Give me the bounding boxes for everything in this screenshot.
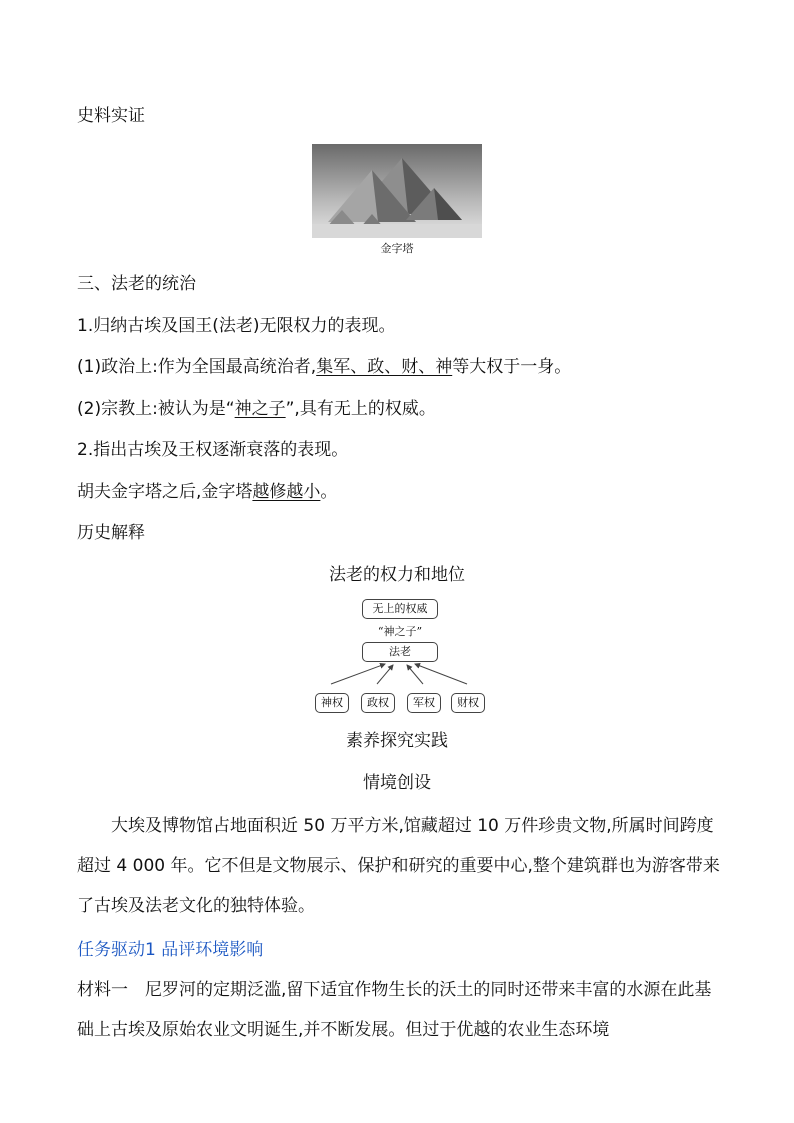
- answer-1-politics: [77, 355, 571, 379]
- figure-caption: 金字塔: [380, 242, 414, 255]
- pyramid-photo: [312, 144, 482, 238]
- power-diagram: [305, 596, 495, 718]
- diagram-connector-label: “神之子”: [377, 625, 423, 638]
- answer-1-religion: [77, 397, 436, 421]
- answer-text: ”,具有无上的权威。: [285, 399, 436, 419]
- section-title-practice: 素养探究实践: [346, 731, 448, 751]
- answer-text: 等大权于一身。: [452, 357, 572, 377]
- material-paragraph: 材料一 尼罗河的定期泛滥,留下适宜作物生长的沃土的同时还带来丰富的水源在此基础上古埃及原始农业文明诞生,并不断发展。但过于优越的农业生态环境: [77, 980, 712, 1040]
- diagram-top-box: 无上的权威: [362, 599, 438, 619]
- context-paragraph: 大埃及博物馆占地面积近 50 万平方米,馆藏超过 10 万件珍贵文物,所属时间跨度超过 4 000 年。它不但是文物展示、保护和研究的重要中心,整个建筑群也为游客带来了古埃及法老文化的独特体验。: [77, 816, 720, 916]
- answer-2: [77, 480, 337, 504]
- section-title-pharaoh-rule: 三、法老的统治: [77, 274, 196, 294]
- diagram-title: 法老的权力和地位: [329, 565, 465, 585]
- answer-blank: 神之子: [234, 399, 286, 419]
- answer-text: 胡夫金字塔之后,金字塔: [77, 482, 253, 502]
- answer-text: (1)政治上:作为全国最高统治者,: [77, 357, 317, 377]
- answer-text: 。: [320, 482, 338, 502]
- question-2: 2.指出古埃及王权逐渐衰落的表现。: [77, 440, 349, 460]
- diagram-power-box: 政权: [361, 693, 395, 713]
- diagram-power-box: 财权: [451, 693, 485, 713]
- diagram-center-box: 法老: [362, 642, 438, 662]
- diagram-power-box: 军权: [407, 693, 441, 713]
- answer-blank: 越修越小: [252, 482, 321, 502]
- section-title-evidence: 史料实证: [77, 106, 145, 126]
- section-title-interpretation: 历史解释: [77, 523, 145, 543]
- answer-blank: 集军、政、财、神: [316, 357, 453, 377]
- diagram-power-box: 神权: [315, 693, 349, 713]
- section-subtitle-context: 情境创设: [363, 773, 431, 793]
- question-1: 1.归纳古埃及国王(法老)无限权力的表现。: [77, 316, 396, 336]
- answer-text: (2)宗教上:被认为是“: [77, 399, 235, 419]
- task-label: 任务驱动1 品评环境影响: [77, 940, 264, 960]
